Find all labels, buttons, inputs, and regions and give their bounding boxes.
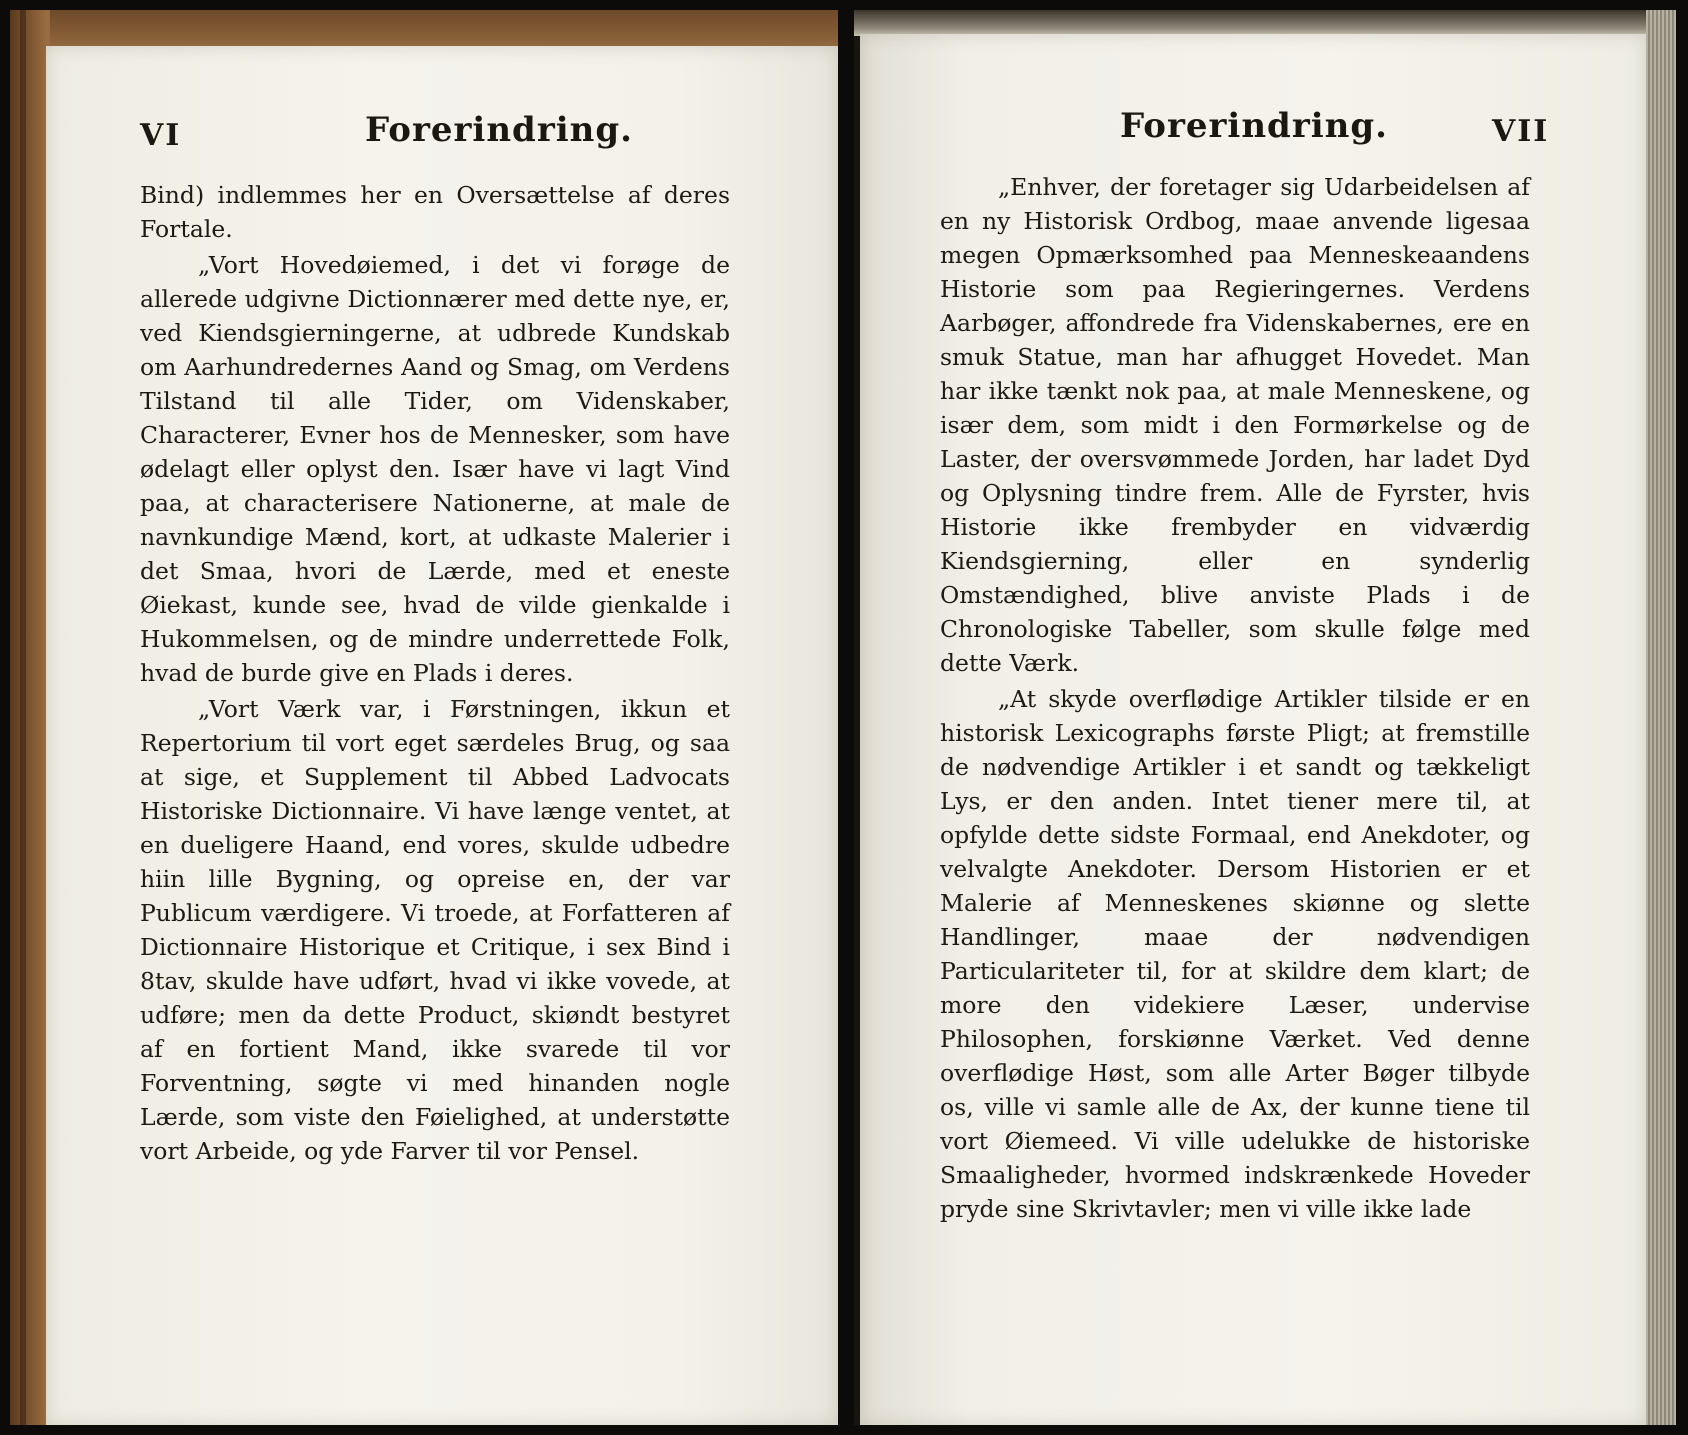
right-running-title: Forerindring. <box>1120 106 1388 146</box>
left-running-head <box>10 10 838 153</box>
left-running-title: Forerindring. <box>365 110 633 150</box>
paragraph: „At skyde overflødige Artikler tilside er en historisk Lexicographs første Pligt; at fremstille de nødvendige Artikler i et sandt og tækkeligt Lys, er den anden. Intet tiener mere til, at opfylde dette sidste Formaal, end Anekdoter, og velvalgte Anekdoter. Dersom Historien er et Malerie af Menneskenes skiønne og slette Handlinger, maae der nødvendigen Particulariteter til, for at skildre dem klart; de more den videkiere Læser, undervise Philosophen, forskiønne Værket. Ved denne overflødige Høst, som alle Arter Bøger tilbyde os, ville vi samle alle de Ax, der kunne tiene til vort Øiemeed. Vi ville udelukke de historiske Smaaligheder, hvormed indskrænkede Hoveder pryde sine Skrivtavler; men vi ville ikke lade <box>940 685 1530 1223</box>
right-running-head <box>854 10 1676 149</box>
left-page-number: VI <box>140 118 182 153</box>
page-block-fore-edge <box>1646 10 1676 1425</box>
paragraph: „Vort Værk var, i Førstningen, ikkun et Repertorium til vort eget særdeles Brug, og saa at sige, et Supplement til Abbed Ladvocats Historiske Dictionnaire. Vi have længe ventet, at en dueligere Haand, end vores, skulde udbedre hiin lille Bygning, og opreise en, der var Publicum værdigere. Vi troede, at Forfatteren af Dictionnaire Historique et Critique, i sex Bind i 8tav, skulde have udført, hvad vi ikke vovede, at udføre; men da dette Product, skiøndt bestyret af en fortient Mand, ikke svarede til vor Forventning, søgte vi med hinanden nogle Lærde, som viste den Føielighed, at understøtte vort Arbeide, og yde Farver til vor Pensel. <box>140 695 730 1165</box>
paragraph: Bind) indlemmes her en Oversættelse af deres Fortale. <box>140 181 730 243</box>
left-page-scan <box>10 10 838 1425</box>
paragraph: „Vort Hovedøiemed, i det vi forøge de allerede udgivne Dictionnærer med dette nye, er, ved Kiendsgierningerne, at udbrede Kundskab om Aarhundredernes Aand og Smag, om Verdens Tilstand til alle Tider, om Videnskaber, Characterer, Evner hos de Mennesker, som have ødelagt eller oplyst den. Især have vi lagt Vind paa, at characterisere Nationerne, at male de navnkundige Mænd, kort, at udkaste Malerier i det Smaa, hvori de Lærde, med et eneste Øiekast, kunde see, hvad de vilde gienkalde i Hukommelsen, og de mindre underrettede Folk, hvad de burde give en Plads i deres. <box>140 251 730 687</box>
paragraph: „Enhver, der foretager sig Udarbeidelsen af en ny Historisk Ordbog, maae anvende ligesaa megen Opmærksomhed paa Menneskeaandens Historie som paa Regieringernes. Verdens Aarbøger, affondrede fra Videnskabernes, ere en smuk Statue, man har afhugget Hovedet. Man har ikke tænkt nok paa, at male Menneskene, og især dem, som midt i den Formørkelse og de Laster, der oversvømmede Jorden, har ladet Dyd og Oplysning tindre frem. Alle de Fyrster, hvis Historie ikke frembyder en vidværdig Kiendsgierning, eller en synderlig Omstændighed, blive anviste Plads i de Chronologiske Tabeller, som skulle følge med dette Værk. <box>940 173 1530 677</box>
right-page-body <box>940 170 1530 1226</box>
left-page-body <box>140 178 730 1168</box>
right-page-scan <box>854 10 1676 1425</box>
right-page-number: VII <box>1492 114 1550 149</box>
